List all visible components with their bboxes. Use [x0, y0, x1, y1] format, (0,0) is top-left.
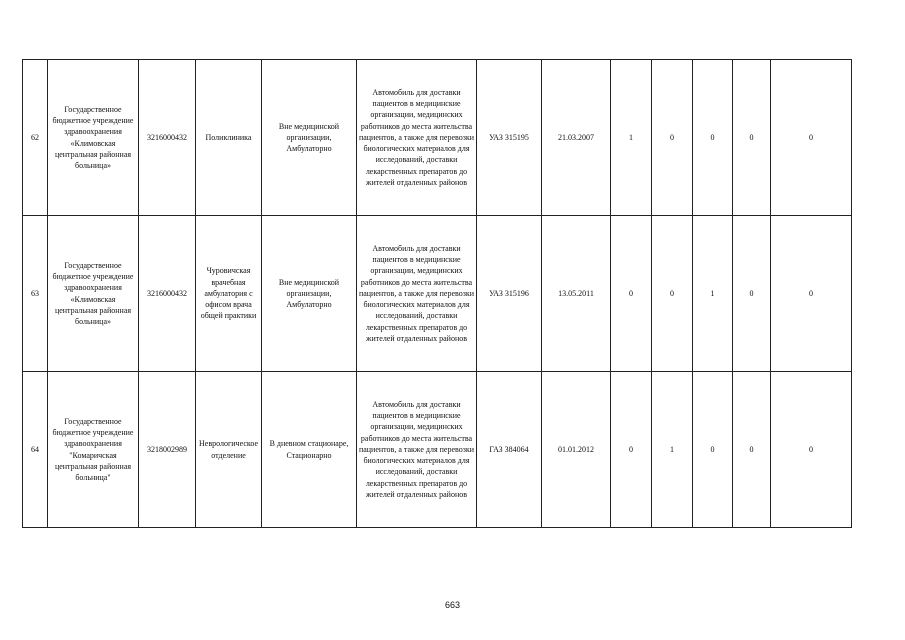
- department-cell: Поликлиника: [196, 60, 262, 216]
- institution-cell: Государственное бюджетное учреждение здравоохранения «Климовская центральная районная больница»: [48, 216, 139, 372]
- count-cell: 0: [771, 216, 852, 372]
- date-cell: 13.05.2011: [542, 216, 611, 372]
- code-cell: 3216000432: [139, 60, 196, 216]
- code-cell: 3218002989: [139, 372, 196, 528]
- count-cell: 0: [771, 372, 852, 528]
- purpose-cell: Автомобиль для доставки пациентов в медицинские организации, медицинских работников до места жительства пациентов, а также для перевозки биологических материалов для исследований, доставки лекарственных препаратов до жителей отдаленных районов: [357, 216, 477, 372]
- count-cell: 0: [693, 60, 733, 216]
- table-row: [23, 216, 852, 372]
- count-cell: 0: [733, 60, 771, 216]
- vehicle-cell: УАЗ 315196: [477, 216, 542, 372]
- table-row: [23, 372, 852, 528]
- count-cell: 0: [611, 372, 652, 528]
- row-number-cell: 62: [23, 60, 48, 216]
- count-cell: 0: [733, 372, 771, 528]
- count-cell: 1: [611, 60, 652, 216]
- page-number: 663: [444, 600, 461, 610]
- condition-cell: Вне медицинской организации, Амбулаторно: [262, 216, 357, 372]
- count-cell: 1: [652, 372, 693, 528]
- count-cell: 0: [771, 60, 852, 216]
- vehicle-cell: ГАЗ 384064: [477, 372, 542, 528]
- count-cell: 0: [652, 216, 693, 372]
- row-number-cell: 63: [23, 216, 48, 372]
- vehicles-table: [22, 59, 852, 528]
- department-cell: Неврологическое отделение: [196, 372, 262, 528]
- purpose-cell: Автомобиль для доставки пациентов в медицинские организации, медицинских работников до места жительства пациентов, а также для перевозки биологических материалов для исследований, доставки лекарственных препаратов до жителей отдаленных районов: [357, 60, 477, 216]
- condition-cell: В дневном стационаре, Стационарно: [262, 372, 357, 528]
- count-cell: 0: [611, 216, 652, 372]
- condition-cell: Вне медицинской организации, Амбулаторно: [262, 60, 357, 216]
- institution-cell: Государственное бюджетное учреждение здравоохранения "Комаричская центральная районная больница": [48, 372, 139, 528]
- count-cell: 0: [733, 216, 771, 372]
- count-cell: 0: [652, 60, 693, 216]
- table-row: [23, 60, 852, 216]
- count-cell: 1: [693, 216, 733, 372]
- count-cell: 0: [693, 372, 733, 528]
- date-cell: 01.01.2012: [542, 372, 611, 528]
- department-cell: Чуровичская врачебная амбулатория с офисом врача общей практики: [196, 216, 262, 372]
- date-cell: 21.03.2007: [542, 60, 611, 216]
- institution-cell: Государственное бюджетное учреждение здравоохранения «Климовская центральная районная больница»: [48, 60, 139, 216]
- purpose-cell: Автомобиль для доставки пациентов в медицинские организации, медицинских работников до места жительства пациентов, а также для перевозки биологических материалов для исследований, доставки лекарственных препаратов до жителей отдаленных районов: [357, 372, 477, 528]
- code-cell: 3216000432: [139, 216, 196, 372]
- vehicle-cell: УАЗ 315195: [477, 60, 542, 216]
- row-number-cell: 64: [23, 372, 48, 528]
